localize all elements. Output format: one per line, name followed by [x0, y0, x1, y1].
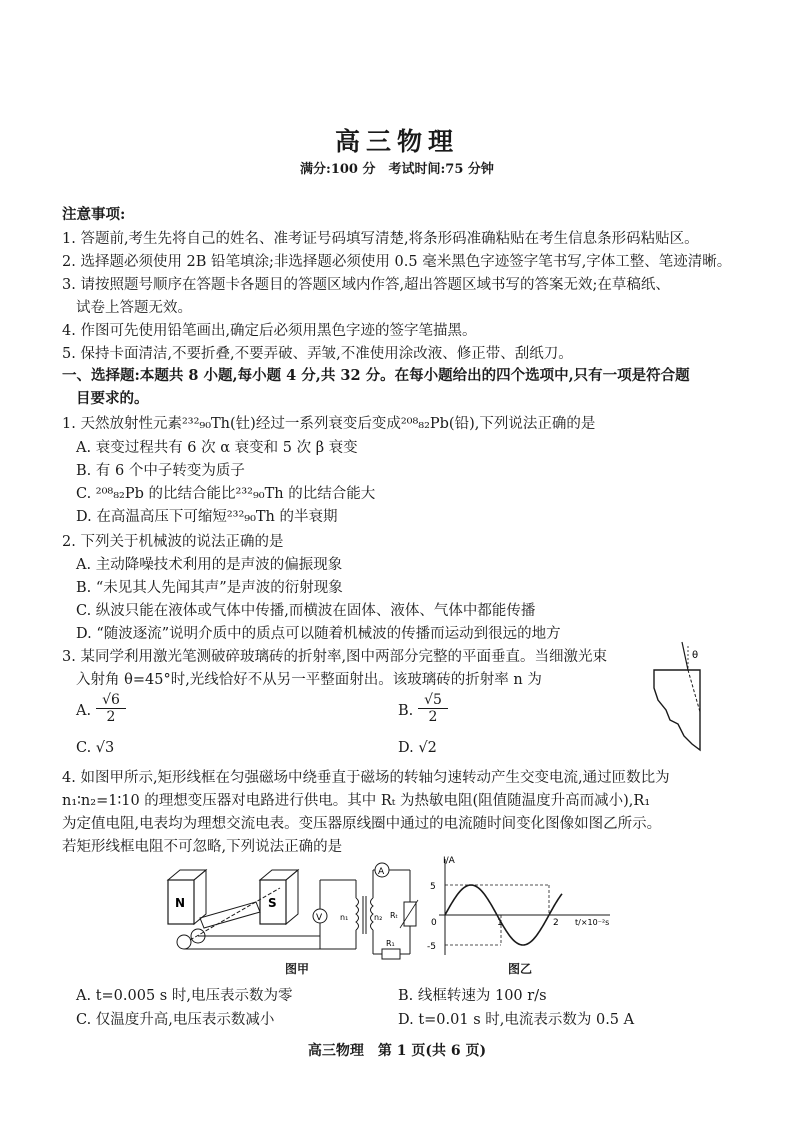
- q4-stem-4: 若矩形线框电阻不可忽略,下列说法正确的是: [62, 839, 343, 855]
- voltmeter-label: V: [316, 913, 323, 923]
- rt-label: Rₜ: [390, 911, 398, 920]
- q2-option-b: B. “未见其人先闻其声”是声波的衍射现象: [76, 580, 343, 596]
- current-time-chart: [425, 855, 625, 965]
- chart-origin-label: 0: [431, 918, 437, 928]
- q4-option-c: C. 仅温度升高,电压表示数减小: [76, 1012, 275, 1028]
- note-2: 2. 选择题必须使用 2B 铅笔填涂;非选择题必须使用 0.5 毫米黑色字迹签字笔书写,字体工整、笔迹清晰。: [62, 254, 732, 270]
- n1-label: n₁: [340, 913, 349, 922]
- chart-xlabel: t/×10⁻²s: [575, 918, 610, 927]
- chart-x2-label: 2: [553, 918, 559, 928]
- q3-option-a-fraction: [96, 692, 126, 725]
- refracted-laser-beam: [688, 670, 700, 712]
- page-title: 高三物理: [334, 127, 459, 156]
- notes-heading: 注意事项:: [62, 206, 126, 223]
- chart-y-neg-label: -5: [427, 942, 436, 952]
- q2-option-d: D. “随波逐流”说明介质中的质点可以随着机械波的传播而运动到很远的地方: [76, 626, 561, 642]
- q1-stem: 1. 天然放射性元素²³²₉₀Th(钍)经过一系列衰变后变成²⁰⁸₈₂Pb(铅),下列说法正确的是: [62, 416, 596, 432]
- q1-option-d: D. 在高温高压下可缩短²³²₉₀Th 的半衰期: [76, 509, 338, 525]
- q3-option-a-denominator: 2: [106, 709, 116, 725]
- q3-option-b-numerator: √5: [418, 692, 448, 709]
- primary-coil: [356, 898, 359, 930]
- magnet-n-label: N: [175, 896, 186, 910]
- section-heading-cont: 目要求的。: [76, 390, 149, 407]
- q1-option-b: B. 有 6 个中子转变为质子: [76, 463, 245, 479]
- secondary-coil: [371, 898, 374, 930]
- q2-option-a: A. 主动降噪技术利用的是声波的偏振现象: [76, 557, 343, 573]
- exam-info: 满分:100 分 考试时间:75 分钟: [300, 162, 494, 177]
- q4-option-d: D. t=0.01 s 时,电流表示数为 0.5 A: [398, 1012, 635, 1028]
- q1-option-a: A. 衰变过程共有 6 次 α 衰变和 5 次 β 衰变: [76, 440, 358, 456]
- resistor-r1: [382, 949, 400, 959]
- q3-option-c: C. √3: [76, 740, 115, 756]
- q4-option-b: B. 线框转速为 100 r/s: [398, 988, 547, 1004]
- q3-option-a-numerator: √6: [96, 692, 126, 709]
- q3-option-b-label: B.: [398, 703, 414, 719]
- q4-option-a: A. t=0.005 s 时,电压表示数为零: [76, 988, 293, 1004]
- note-4: 4. 作图可先使用铅笔画出,确定后必须用黑色字迹的签字笔描黑。: [62, 323, 477, 339]
- note-3: 3. 请按照题号顺序在答题卡各题目的答题区域内作答,超出答题区域书写的答案无效;在草稿纸、: [62, 277, 670, 293]
- q2-option-c: C. 纵波只能在液体或气体中传播,而横波在固体、液体、气体中都能传播: [76, 603, 536, 619]
- incident-laser-beam: [682, 642, 688, 670]
- r1-label: R₁: [386, 939, 395, 948]
- q3-option-b-denominator: 2: [428, 709, 438, 725]
- q3-stem-1: 3. 某同学利用激光笔测破碎玻璃砖的折射率,图中两部分完整的平面垂直。当细激光束: [62, 649, 608, 665]
- note-3-cont: 试卷上答题无效。: [76, 300, 192, 316]
- note-1: 1. 答题前,考生先将自己的姓名、准考证号码填写清楚,将条形码准确粘贴在考生信息条形码粘贴区。: [62, 231, 699, 247]
- q3-option-d: D. √2: [398, 740, 437, 756]
- section-heading: 一、选择题:本题共 8 小题,每小题 4 分,共 32 分。在每小题给出的四个选项中,只有一项是符合题: [62, 367, 690, 384]
- magnet-s-label: S: [268, 896, 277, 910]
- theta-label: θ: [692, 650, 699, 661]
- figure-2-caption: 图乙: [508, 962, 533, 976]
- chart-y-pos-label: 5: [430, 882, 436, 892]
- q4-stem-2: n₁∶n₂=1∶10 的理想变压器对电路进行供电。其中 Rₜ 为热敏电阻(阻值随温度升高而减小),R₁: [62, 793, 651, 809]
- glass-brick-outline: [654, 670, 700, 750]
- n2-label: n₂: [374, 913, 383, 922]
- q4-stem-3: 为定值电阻,电表均为理想交流电表。变压器原线圈中通过的电流随时间变化图像如图乙所示。: [62, 816, 662, 832]
- q4-stem-1: 4. 如图甲所示,矩形线框在匀强磁场中绕垂直于磁场的转轴匀速转动产生交变电流,通过匝数比为: [62, 770, 670, 786]
- q3-stem-2: 入射角 θ=45°时,光线恰好不从另一平整面射出。该玻璃砖的折射率 n 为: [76, 672, 542, 688]
- q3-option-b-fraction: [418, 692, 448, 725]
- page-footer: 高三物理 第 1 页(共 6 页): [307, 1043, 487, 1059]
- q2-stem: 2. 下列关于机械波的说法正确的是: [62, 534, 284, 550]
- q1-option-c: C. ²⁰⁸₈₂Pb 的比结合能比²³²₉₀Th 的比结合能大: [76, 486, 376, 502]
- rectangular-coil: [200, 902, 260, 928]
- chart-ylabel: I/A: [443, 856, 455, 866]
- glass-brick-figure: [640, 640, 720, 755]
- q3-option-a-label: A.: [76, 703, 92, 719]
- chart-x1-label: 1: [497, 918, 503, 928]
- note-5: 5. 保持卡面清洁,不要折叠,不要弄破、弄皱,不准使用涂改液、修正带、刮纸刀。: [62, 346, 573, 362]
- figure-1-caption: 图甲: [285, 962, 310, 976]
- ammeter-label: A: [378, 867, 385, 877]
